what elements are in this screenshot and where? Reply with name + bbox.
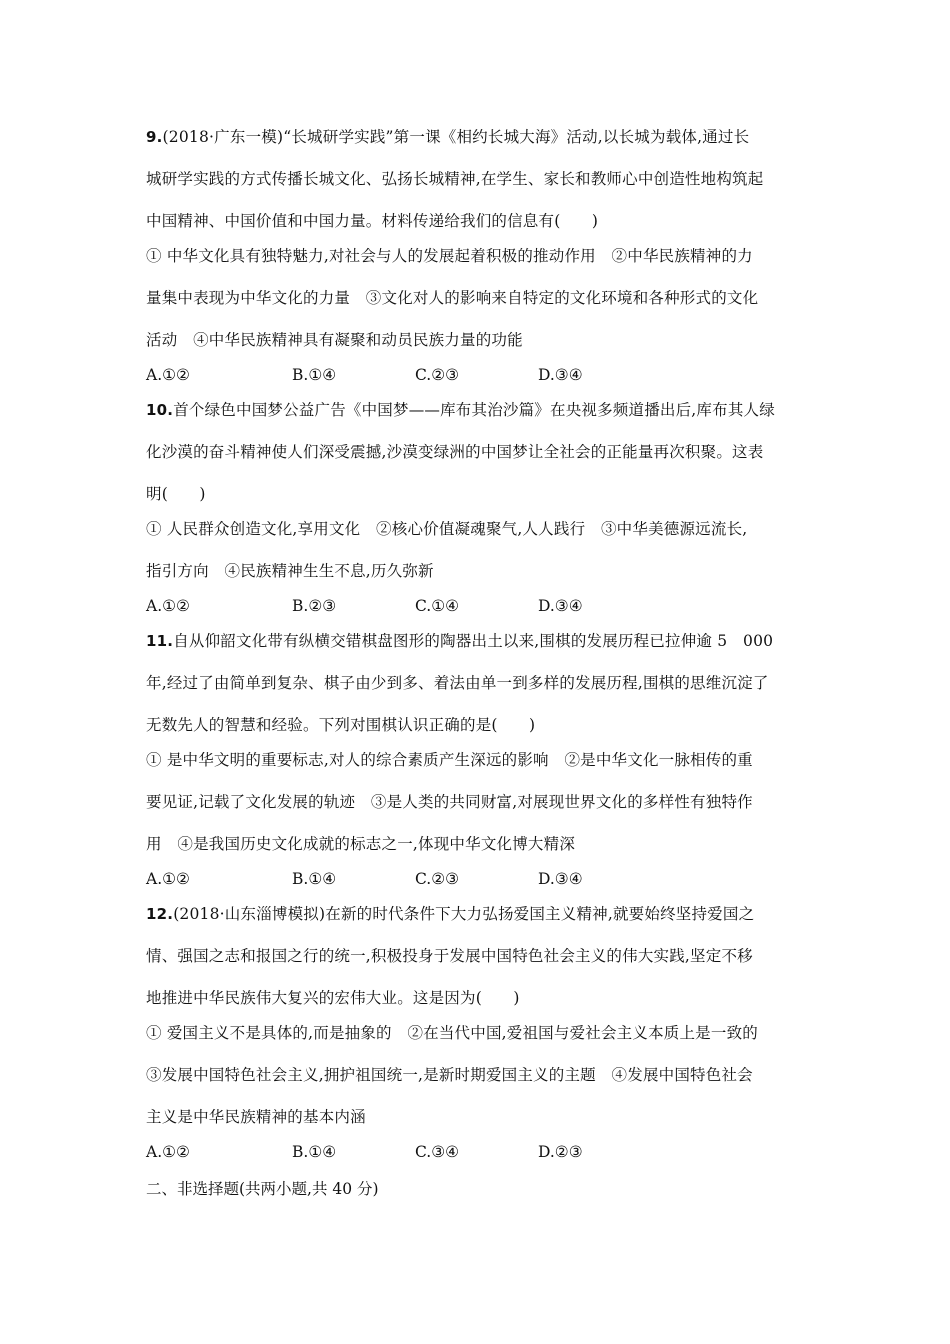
question-number: 10.	[146, 401, 174, 419]
question-text: 首个绿色中国梦公益广告《中国梦——库布其治沙篇》在央视多频道播出后,库布其人绿	[173, 401, 775, 419]
question-number: 12.	[146, 905, 174, 923]
section-heading: 二、非选择题(共两小题,共 40 分)	[146, 1180, 379, 1198]
question-12-statement-line-3: 主义是中华民族精神的基本内涵	[146, 1108, 366, 1126]
option-a[interactable]: A.①②	[146, 1143, 190, 1161]
question-11-statement-line-2: 要见证,记载了文化发展的轨迹 ③是人类的共同财富,对展现世界文化的多样性有独特作	[146, 793, 753, 811]
question-9-statement-line-2: 量集中表现为中华文化的力量 ③文化对人的影响来自特定的文化环境和各种形式的文化	[146, 289, 759, 307]
question-11-statement-line-1: ① 是中华文明的重要标志,对人的综合素质产生深远的影响 ②是中华文化一脉相传的重	[146, 751, 753, 769]
option-b[interactable]: B.①④	[292, 366, 337, 384]
question-12-statement-line-1: ① 爱国主义不是具体的,而是抽象的 ②在当代中国,爱祖国与爱社会主义本质上是一致的	[146, 1024, 758, 1042]
option-c[interactable]: C.①④	[415, 597, 460, 615]
question-text: (2018·山东淄博模拟)在新的时代条件下大力弘扬爱国主义精神,就要始终坚持爱国之	[173, 905, 755, 923]
question-text: (2018·广东一模)“长城研学实践”第一课《相约长城大海》活动,以长城为载体,通过长	[162, 128, 750, 146]
question-12-statement-line-2: ③发展中国特色社会主义,拥护祖国统一,是新时期爱国主义的主题 ④发展中国特色社会	[146, 1066, 753, 1084]
question-11-line-3: 无数先人的智慧和经验。下列对围棋认识正确的是( )	[146, 716, 536, 734]
question-9-line-1	[146, 127, 811, 147]
question-12-line-2: 情、强国之志和报国之行的统一,积极投身于发展中国特色社会主义的伟大实践,坚定不移	[146, 947, 753, 965]
option-b[interactable]: B.①④	[292, 1143, 337, 1161]
option-a[interactable]: A.①②	[146, 366, 190, 384]
option-c[interactable]: C.②③	[415, 366, 460, 384]
question-10-line-1	[146, 400, 811, 420]
option-d[interactable]: D.③④	[538, 366, 583, 384]
question-11-line-2: 年,经过了由简单到复杂、棋子由少到多、着法由单一到多样的发展历程,围棋的思维沉淀了	[146, 674, 769, 692]
option-c[interactable]: C.③④	[415, 1143, 460, 1161]
question-9-line-2: 城研学实践的方式传播长城文化、弘扬长城精神,在学生、家长和教师心中创造性地构筑起	[146, 170, 764, 188]
question-10-line-3: 明( )	[146, 485, 206, 503]
question-9-statement-line-3: 活动 ④中华民族精神具有凝聚和动员民族力量的功能	[146, 331, 523, 349]
question-10-statement-line-2: 指引方向 ④民族精神生生不息,历久弥新	[146, 562, 434, 580]
question-11-statement-line-3: 用 ④是我国历史文化成就的标志之一,体现中华文化博大精深	[146, 835, 576, 853]
question-9-line-3: 中国精神、中国价值和中国力量。材料传递给我们的信息有( )	[146, 212, 599, 230]
question-10-statement-line-1: ① 人民群众创造文化,享用文化 ②核心价值凝魂聚气,人人践行 ③中华美德源远流长,	[146, 520, 748, 538]
question-10-line-2: 化沙漠的奋斗精神使人们深受震撼,沙漠变绿洲的中国梦让全社会的正能量再次积聚。这表	[146, 443, 764, 461]
question-11-line-1	[146, 631, 811, 651]
question-text: 自从仰韶文化带有纵横交错棋盘图形的陶器出土以来,围棋的发展历程已拉伸逾 5 000	[173, 632, 774, 650]
option-d[interactable]: D.③④	[538, 870, 583, 888]
option-b[interactable]: B.①④	[292, 870, 337, 888]
option-a[interactable]: A.①②	[146, 597, 190, 615]
question-12-line-3: 地推进中华民族伟大复兴的宏伟大业。这是因为( )	[146, 989, 520, 1007]
option-a[interactable]: A.①②	[146, 870, 190, 888]
question-number: 11.	[146, 632, 174, 650]
option-d[interactable]: D.③④	[538, 597, 583, 615]
question-12-line-1	[146, 904, 811, 924]
option-d[interactable]: D.②③	[538, 1143, 583, 1161]
option-b[interactable]: B.②③	[292, 597, 337, 615]
question-9-statement-line-1: ① 中华文化具有独特魅力,对社会与人的发展起着积极的推动作用 ②中华民族精神的力	[146, 247, 753, 265]
question-number: 9.	[146, 128, 163, 146]
option-c[interactable]: C.②③	[415, 870, 460, 888]
